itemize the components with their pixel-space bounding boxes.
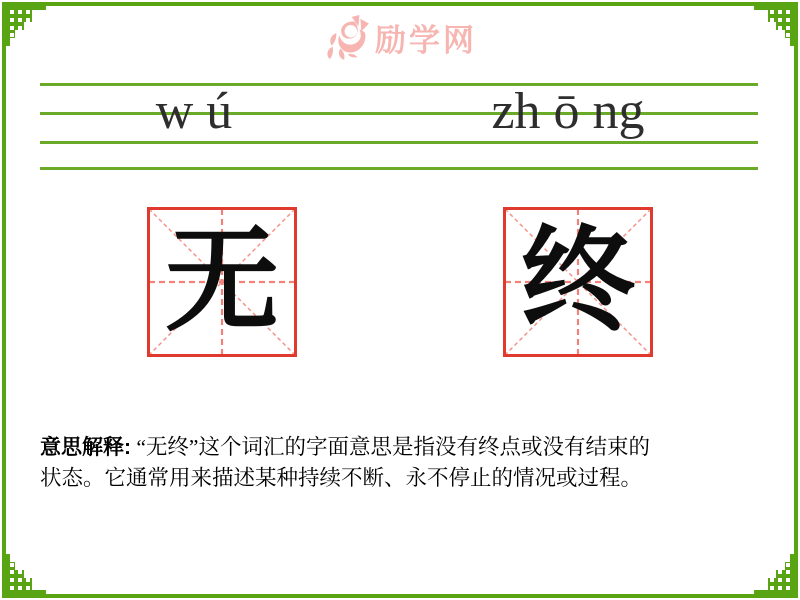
corner-ornament-icon [754, 554, 798, 598]
meaning-line-2: 状态。它通常用来描述某种持续不断、永不停止的情况或过程。 [40, 465, 643, 490]
character-box-1 [147, 207, 297, 357]
pinyin-syllable-1: w ú [155, 83, 233, 140]
hanzi-char-1: 无 [164, 218, 279, 345]
meaning-paragraph [40, 432, 776, 493]
pinyin-staff-line [40, 167, 758, 170]
meaning-label: 意思解释: [40, 435, 131, 459]
meaning-line-1: “无终”这个词汇的字面意思是指没有终点或没有结束的 [136, 434, 650, 459]
character-box-2 [503, 207, 653, 357]
brand-name: 励学网 [375, 22, 477, 58]
fox-logo-icon [323, 14, 369, 60]
brand-logo [0, 12, 800, 62]
pinyin-syllable-2: zh ō ng [491, 83, 645, 140]
corner-ornament-icon [2, 554, 46, 598]
hanzi-char-2: 终 [520, 218, 635, 345]
